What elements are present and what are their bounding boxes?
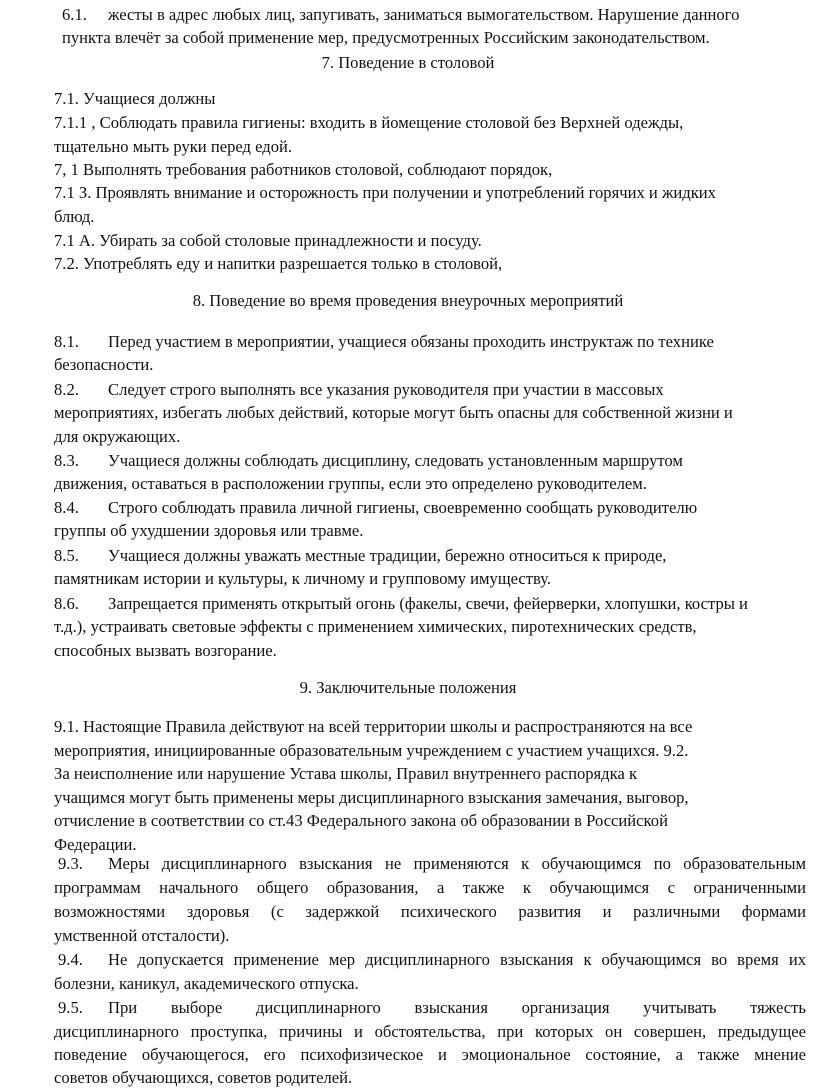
clause-7-1-3: 7.1 З. Проявлять внимание и осторожность при получении и употреблений горячих и жидких блюд. [54, 183, 716, 226]
clause-7-1-1: 7.1.1 , Соблюдать правила гигиены: входить в йомещение столовой без Верхней одежды, тщательно мыть руки перед едой. [54, 113, 684, 156]
clause-number-6-1: 6.1. [62, 5, 87, 24]
clause-7-1: 7.1. Учащиеся должны [54, 89, 216, 108]
section-8-heading: 8. Поведение во время проведения внеурочных мероприятий [192, 291, 624, 310]
clause-6-1-line-1: жесты в адрес любых лиц, запугивать, заниматься вымогательством. Нарушение данного [108, 5, 740, 24]
clause-6-1-line-2: пункта влечёт за собой применение мер, предусмотренных Российским законодательством. [62, 28, 710, 47]
clause-7-1-4: 7.1 А. Убирать за собой столовые принадлежности и посуду. [54, 231, 482, 250]
document-page: 6.1. жесты в адрес любых лиц, запугивать, заниматься вымогательством. Нарушение данного пункта влечёт за собой применение мер, предусмотренных Российским законодательством. 7. Поведение в столовой 7.1. Учащиеся должны 7.1.1 , Соблюдать правила гигиены: входить в йомещение столовой без Верхней одежды, тщательно мыть руки перед едой. 7, 1 Выполнять требования работников столовой, соблюдают порядок, 7.1 З. Проявлять внимание и осторожность при получении и употреблений горячих и жидких блюд. 7.1 А. Убирать за собой столовые принадлежности и посуду. 7.2. Употреблять еду и напитки разрешается только в столовой, 8. Поведение во время проведения внеурочных мероприятий 8.1. Перед участием в мероприятии, учащиеся обязаны проходить инструктаж по технике безопасности. 8.2. Следует строго выполнять все указания руководителя при участии в массовых мероприятиях, избегать любых действий, которые могут быть опасны для собственной жизни и для окружающих. 8.3. Учащиеся должны соблюдать дисциплину, следовать установленным маршрутом движения, оставаться в расположении группы, если это определено руководителем. 8.4. Строго соблюдать правила личной гигиены, своевременно сообщать руководителю группы об ухудшении здоровья или травме. 8.5. Учащиеся должны уважать местные традиции, бережно относиться к природе, памятникам истории и культуры, к личному и групповому имуществу. 8.6. Запрещается применять открытый огонь (факелы, свечи, фейерверки, хлопушки, костры и т.д.), устраивать световые эффекты с применением химических, пиротехнических средств, способных вызвать возгорание. 9. Заключительные положения 9.1. Настоящие Правила действуют на всей территории школы и распространяются на все мероприятия, инициированные образовательным учреждением с участием учащихся. 9.2. За неисполнение или нарушение Устава школы, Правил внутреннего распорядка к учащимся могут быть применены меры дисциплинарного взыскания замечания, выговор, отчисление в соответствии со ст.43 Федерального закона об образовании в Российской Федерации. 9.3. Меры дисциплинарного взыскания не применяются к обучающимся по образовательным программам начального общего образования, а также к обучающимся с ограниченными возможностями здоровья (с задержкой психического развития и различными формами умственной отсталости). 9.4. Не допускается применение мер дисциплинарного взыскания к обучающимся во время их болезни, каникул, академического отпуска. 9.5. При выборе дисциплинарного взыскания организация учитывать тяжесть дисциплинарного проступка, причины и обстоятельства, при которых он совершен, предыдущее поведение обучающегося, его психофизическое и эмоциональное состояние, а также мнение советов обучающихся, советов родителей. [0, 0, 816, 1091]
clause-7-2: 7.2. Употреблять еду и напитки разрешается только в столовой, [54, 254, 503, 273]
clause-7-1-2: 7, 1 Выполнять требования работников столовой, соблюдают порядок, [54, 160, 553, 179]
section-9-heading: 9. Заключительные положения [299, 678, 517, 697]
clause-9-1-9-2: 9.1. Настоящие Правила действуют на всей территории школы и распространяются на все мероприятия, инициированные образовательным учреждением с участием учащихся. 9.2. За неисполнение или нарушение Устава школы, Правил внутреннего распорядка к учащимся могут быть применены меры дисциплинарного взыскания замечания, выговор, отчисление в соответствии со ст.43 Федерального закона об образовании в Российской Федерации. [54, 717, 693, 854]
section-7-heading: 7. Поведение в столовой [321, 53, 495, 72]
